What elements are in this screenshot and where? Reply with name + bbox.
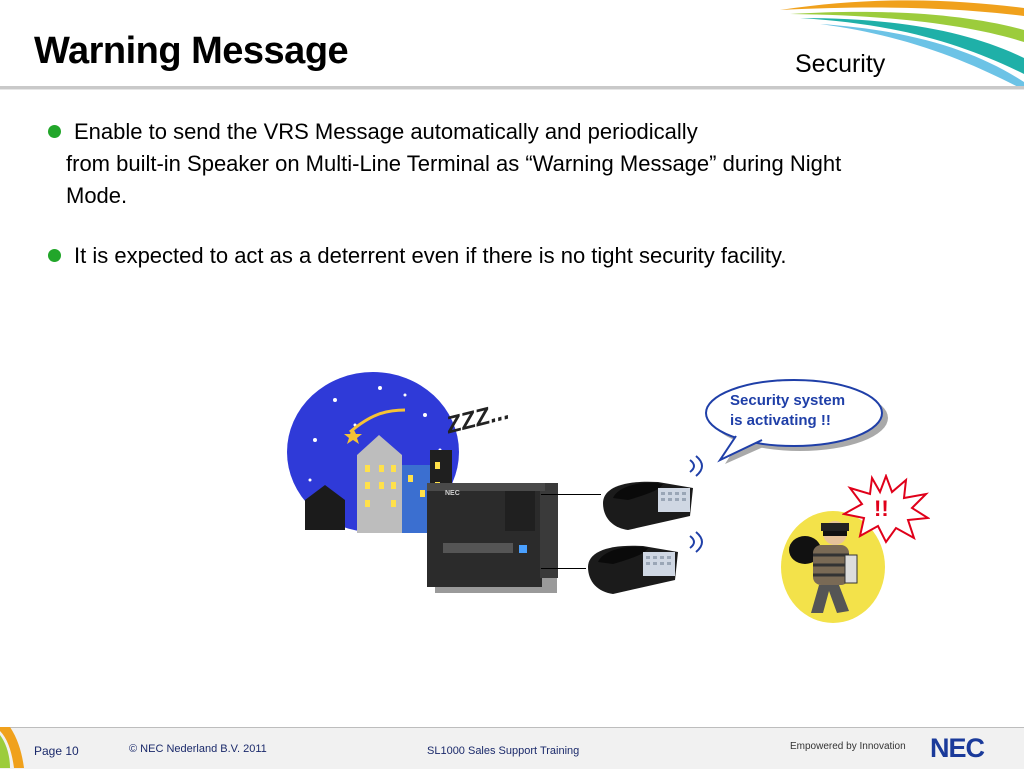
- header-divider: [0, 86, 1024, 90]
- telephone-icon: [583, 542, 683, 598]
- bullet-2-line-1: It is expected to act as a deterrent even if there is no tight security facility.: [74, 243, 787, 268]
- bullet-1-line-2: from built-in Speaker on Multi-Line Terminal as “Warning Message” during Night: [66, 151, 842, 176]
- copyright-text: © NEC Nederland B.V. 2011: [129, 743, 267, 755]
- callout-line-1: Security system: [730, 392, 846, 409]
- bullet-1-line-1: Enable to send the VRS Message automatically and periodically: [74, 119, 698, 144]
- nec-logo: NEC: [930, 733, 985, 763]
- connection-line: [541, 568, 586, 569]
- footer-swoosh-graphic: [0, 727, 30, 768]
- sleep-zzz-text: ZZZ...: [443, 397, 513, 440]
- page-number: Page 10: [34, 744, 79, 758]
- page-title: Warning Message: [34, 30, 349, 72]
- sound-wave-icon: [686, 528, 716, 556]
- pbx-brand-label: NEC: [445, 490, 460, 497]
- alert-text: !!: [874, 496, 889, 521]
- bullet-1-line-3: Mode.: [66, 183, 128, 208]
- telephone-icon: [598, 478, 698, 534]
- bullet-dot-icon: [48, 125, 61, 138]
- callout-line-2: is activating !!: [730, 412, 831, 429]
- bullet-dot-icon: [48, 249, 61, 262]
- footer-tagline: Empowered by Innovation: [790, 741, 906, 752]
- section-label: Security: [795, 50, 886, 78]
- connection-line: [541, 494, 601, 495]
- speech-callout: [700, 378, 895, 468]
- course-title: SL1000 Sales Support Training: [427, 745, 580, 757]
